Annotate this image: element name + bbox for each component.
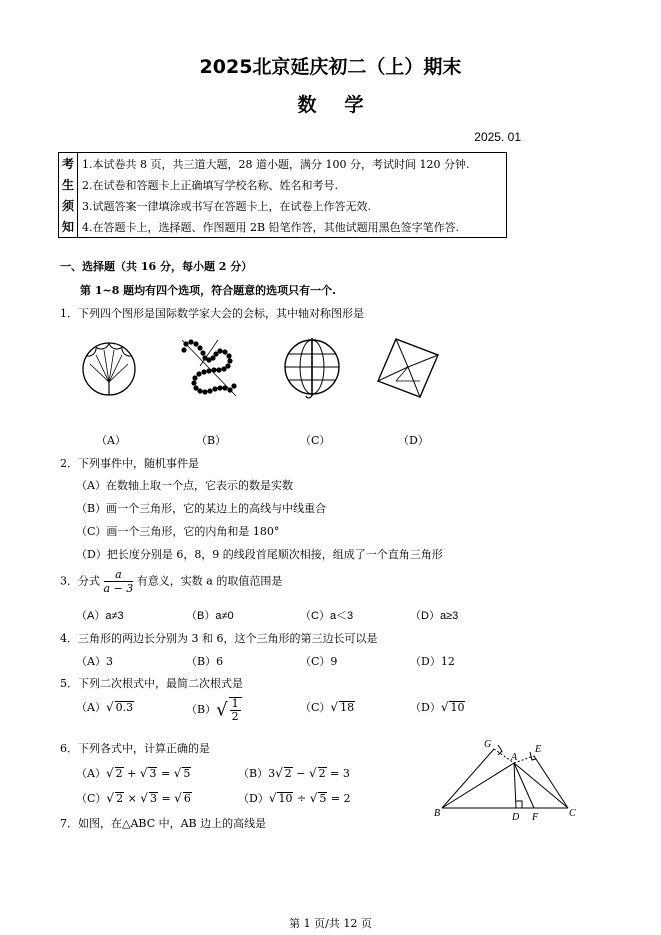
section-heading: 一、选择题（共 16 分，每小题 2 分） — [60, 260, 253, 273]
q6-option-d: （D）√ 10 ÷ √ 5 = 2 — [238, 791, 351, 805]
q3-option-d: （D）a≥3 — [410, 610, 459, 622]
q5-frac-num: 1 — [231, 697, 239, 710]
q4-option-b: （B）6 — [186, 655, 224, 668]
right-angle-d — [516, 801, 522, 808]
q5-option-b: （B）√ $\frac{1}{2}$ — [186, 697, 242, 723]
q3-stem — [60, 568, 282, 595]
q5-frac-den: 2 — [231, 710, 239, 723]
segment-ec — [534, 756, 568, 808]
right-angle-g — [498, 745, 502, 755]
q2-option-d: （D）把长度分别是 6，8，9 的线段首尾顺次相接，组成了一个直角三角形 — [76, 548, 443, 561]
q5-option-a: （A）√ 0.3 — [76, 700, 134, 714]
q6-label-b: （B） — [238, 767, 269, 780]
label-a: A — [511, 752, 518, 763]
notice-label-1: 考 — [59, 153, 78, 175]
notice-item-3: 3.试题答案一律填涂或书写在答题卡上，在试卷上作答无效. — [78, 195, 507, 216]
q6-c-r3: 6 — [183, 792, 191, 805]
q5-stem: 5．下列二次根式中，最简二次根式是 — [60, 677, 243, 690]
q2-option-a: （A）在数轴上取一个点，它表示的数是实数 — [76, 479, 293, 492]
exam-title: 2025北京延庆初二（上）期末 — [199, 56, 462, 78]
segment-ad — [514, 763, 516, 808]
q5-label-a: （A） — [76, 701, 106, 714]
q6-a-op: + — [123, 767, 140, 780]
q6-b-r2: 2 — [318, 767, 326, 780]
q1-label-b: （B） — [196, 434, 227, 447]
q6-b-r1: 2 — [284, 767, 292, 780]
triangle-figure — [432, 736, 582, 822]
q4-stem: 4．三角形的两边长分别为 3 和 6，这个三角形的第三边长可以是 — [60, 632, 378, 645]
notice-item-2: 2.在试卷和答题卡上正确填写学校名称、姓名和考号. — [78, 174, 507, 195]
label-g: G — [484, 739, 492, 750]
q6-c-op: × — [124, 792, 141, 805]
q3-option-c: （C）a＜3 — [300, 610, 354, 622]
q6-option-a: （A）√ 2 + √ 3 = √ 5 — [76, 766, 191, 780]
q3-frac-denominator: a − 3 — [103, 582, 134, 595]
logo-d-figure — [376, 337, 440, 399]
notice-box — [58, 152, 507, 238]
q5-option-c: （C）√ 18 — [300, 700, 355, 714]
q3-fraction — [104, 568, 134, 595]
q2-stem: 2．下列事件中，随机事件是 — [60, 457, 199, 470]
q4-option-a: （A）3 — [76, 655, 113, 668]
q2-option-c: （C）画一个三角形，它的内角和是 180° — [76, 525, 280, 538]
segment-ba — [442, 763, 514, 808]
q5-option-d: （D）√ 10 — [410, 700, 465, 714]
q2-option-b: （B）画一个三角形，它的某边上的高线与中线重合 — [76, 502, 327, 515]
q5-radicand-b — [229, 697, 242, 723]
q6-a-r2: 3 — [149, 767, 157, 780]
q6-d-r1: 10 — [278, 792, 293, 805]
q6-b-eq: = 3 — [326, 767, 350, 780]
q1-stem: 1．下列四个图形是国际数学家大会的会标，其中轴对称图形是 — [60, 307, 364, 320]
q6-a-r3: 5 — [183, 767, 191, 780]
q6-label-d: （D） — [238, 792, 269, 805]
q4-option-d: （D）12 — [410, 655, 455, 668]
q6-stem: 6．下列各式中，计算正确的是 — [60, 742, 210, 755]
q1-label-c: （C） — [300, 434, 331, 447]
segment-bg — [442, 749, 494, 808]
q6-a-r1: 2 — [115, 767, 123, 780]
q6-c-eq: = — [157, 792, 175, 805]
q1-label-a: （A） — [96, 434, 126, 447]
q3-option-a: （A）a≠3 — [76, 610, 124, 622]
q6-label-c: （C） — [76, 792, 107, 805]
q6-label-a: （A） — [76, 767, 106, 780]
q6-d-eq: = 2 — [327, 792, 351, 805]
notice-item-4: 4.在答题卡上，选择题、作图题用 2B 铅笔作答，其他试题用黑色签字笔作答. — [78, 216, 507, 238]
notice-label-4: 知 — [59, 216, 78, 238]
q3-stem-prefix: 3．分式 — [60, 574, 100, 588]
label-b: B — [434, 808, 441, 819]
q6-d-r2: 5 — [319, 792, 327, 805]
q6-c-r2: 3 — [149, 792, 157, 805]
q6-option-b: （B）3√ 2 − √ 2 = 3 — [238, 766, 350, 780]
q6-c-r1: 2 — [116, 792, 124, 805]
q6-option-c: （C）√ 2 × √ 3 = √ 6 — [76, 791, 191, 805]
q6-b-c1: 3 — [268, 767, 276, 780]
label-d: D — [512, 812, 520, 823]
subject-title: 数学 — [297, 94, 392, 116]
label-e: E — [535, 744, 542, 755]
q3-option-b: （B）a≠0 — [186, 610, 234, 622]
notice-item-1: 1.本试卷共 8 页，共三道大题，28 道小题，满分 100 分，考试时间 120 分钟. — [78, 153, 507, 175]
q6-b-op: − — [292, 767, 309, 780]
notice-label-2: 生 — [59, 174, 78, 195]
q5-label-d: （D） — [410, 701, 441, 714]
q5-label-c: （C） — [300, 701, 331, 714]
q4-option-c: （C）9 — [300, 655, 338, 668]
q5-radicand-d: 10 — [450, 701, 465, 714]
logo-a-figure — [78, 338, 140, 400]
notice-label-3: 须 — [59, 195, 78, 216]
label-c: C — [569, 808, 576, 819]
q6-a-eq: = — [157, 767, 174, 780]
section-instruction: 第 1~8 题均有四个选项，符合题意的选项只有一个. — [80, 284, 337, 297]
q5-radicand-a: 0.3 — [115, 701, 134, 714]
exam-date: 2025. 01 — [474, 130, 521, 144]
page-footer: 第 1 页/共 12 页 — [289, 917, 372, 930]
q5-radicand-c: 18 — [340, 701, 355, 714]
logo-b-figure — [178, 336, 240, 400]
q3-stem-suffix: 有意义，实数 a 的取值范围是 — [136, 574, 283, 588]
q1-label-d: （D） — [398, 434, 429, 447]
logo-c-figure — [280, 335, 344, 401]
q6-d-op: ÷ — [293, 792, 310, 805]
q5-label-b: （B） — [186, 703, 217, 716]
q3-frac-numerator: a — [104, 568, 134, 582]
label-f: F — [532, 812, 539, 823]
q7-stem: 7．如图，在△ABC 中，AB 边上的高线是 — [60, 817, 267, 830]
